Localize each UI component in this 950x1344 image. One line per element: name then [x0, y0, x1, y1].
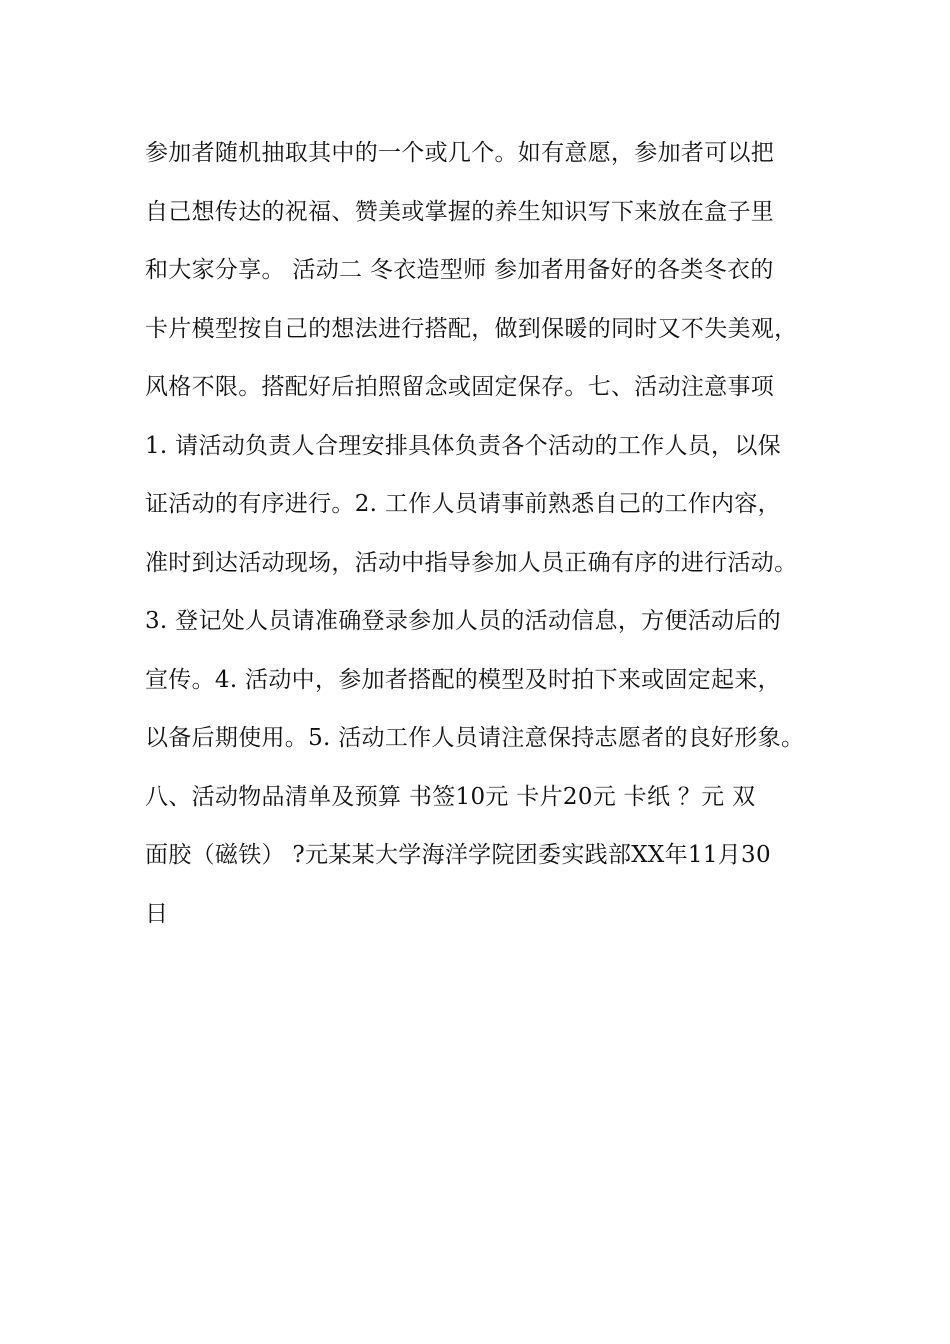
text-line: 面胶（磁铁） ?元某某大学海洋学院团委实践部XX年11月30 — [145, 842, 771, 868]
text-line: 宣传。4. 活动中，参加者搭配的模型及时拍下来或固定起来， — [145, 666, 781, 693]
text-line: 1. 请活动负责人合理安排具体负责各个活动的工作人员，以保 — [145, 432, 781, 459]
text-line: 风格不限。搭配好后拍照留念或固定保存。七、活动注意事项 — [145, 374, 775, 400]
body-text — [145, 128, 825, 947]
text-line: 自己想传达的祝福、赞美或掌握的养生知识写下来放在盒子里 — [145, 198, 775, 225]
text-line: 八、活动物品清单及预算 书签10元 卡片20元 卡纸 ？元 双 — [145, 783, 756, 810]
text-line: 3. 登记处人员请准确登录参加人员的活动信息，方便活动后的 — [145, 608, 781, 634]
text-line: 以备后期使用。5. 活动工作人员请注意保持志愿者的良好形象。 — [145, 725, 805, 751]
text-line: 卡片模型按自己的想法进行搭配，做到保暖的同时又不失美观， — [145, 315, 798, 342]
text-line: 证活动的有序进行。2. 工作人员请事前熟悉自己的工作内容， — [145, 491, 781, 517]
text-line: 日 — [145, 900, 169, 927]
text-line: 准时到达活动现场，活动中指导参加人员正确有序的进行活动。 — [145, 549, 798, 576]
text-line: 和大家分享。 活动二 冬衣造型师 参加者用备好的各类冬衣的 — [145, 257, 774, 283]
text-line: 参加者随机抽取其中的一个或几个。如有意愿，参加者可以把 — [145, 140, 775, 166]
